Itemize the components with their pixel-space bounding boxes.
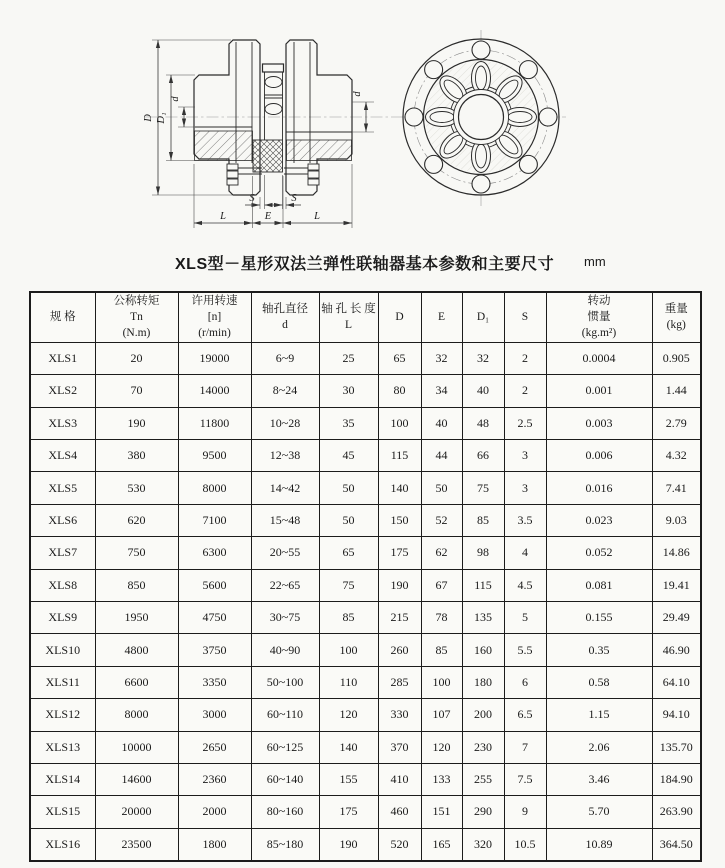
value-cell: 190: [319, 828, 378, 860]
value-cell: 165: [421, 828, 462, 860]
value-cell: 14~42: [251, 472, 319, 504]
value-cell: 380: [95, 439, 178, 471]
bolt-hole: [519, 61, 537, 79]
value-cell: 190: [95, 407, 178, 439]
value-cell: 70: [95, 375, 178, 407]
bolt-hole: [539, 108, 557, 126]
value-cell: 410: [378, 763, 421, 795]
table-body: [30, 342, 701, 860]
value-cell: 0.052: [546, 537, 652, 569]
column-header: D: [378, 292, 421, 342]
value-cell: 85: [421, 634, 462, 666]
value-cell: 0.0004: [546, 342, 652, 374]
column-header: D₁: [462, 292, 504, 342]
value-cell: 2360: [178, 763, 251, 795]
column-header: 轴 孔 长 度 L: [319, 292, 378, 342]
table-row: [30, 666, 701, 698]
value-cell: 0.155: [546, 601, 652, 633]
value-cell: 0.081: [546, 569, 652, 601]
dim-S: [245, 175, 301, 209]
value-cell: 285: [378, 666, 421, 698]
spec-cell: XLS6: [30, 504, 95, 536]
value-cell: 20~55: [251, 537, 319, 569]
value-cell: 60~110: [251, 699, 319, 731]
value-cell: 370: [378, 731, 421, 763]
right-bolt-detail: [284, 164, 319, 185]
value-cell: 2000: [178, 796, 251, 828]
front-view: [398, 30, 566, 206]
value-cell: 62: [421, 537, 462, 569]
value-cell: 1950: [95, 601, 178, 633]
value-cell: 20: [95, 342, 178, 374]
value-cell: 7100: [178, 504, 251, 536]
value-cell: 23500: [95, 828, 178, 860]
dim-d-right: [352, 91, 374, 132]
bolt-hole: [472, 41, 490, 59]
value-cell: 107: [421, 699, 462, 731]
value-cell: 10000: [95, 731, 178, 763]
value-cell: 520: [378, 828, 421, 860]
value-cell: 80~160: [251, 796, 319, 828]
table-row: [30, 828, 701, 860]
value-cell: 5600: [178, 569, 251, 601]
value-cell: 52: [421, 504, 462, 536]
value-cell: 215: [378, 601, 421, 633]
value-cell: 151: [421, 796, 462, 828]
value-cell: 184.90: [652, 763, 701, 795]
value-cell: 255: [462, 763, 504, 795]
value-cell: 11800: [178, 407, 251, 439]
value-cell: 330: [378, 699, 421, 731]
value-cell: 3.46: [546, 763, 652, 795]
right-hub-upper-outline: [286, 40, 352, 117]
value-cell: 140: [319, 731, 378, 763]
value-cell: 50~100: [251, 666, 319, 698]
value-cell: 40: [462, 375, 504, 407]
value-cell: 35: [319, 407, 378, 439]
value-cell: 60~140: [251, 763, 319, 795]
spec-cell: XLS13: [30, 731, 95, 763]
table-row: [30, 537, 701, 569]
value-cell: 0.001: [546, 375, 652, 407]
center-bore-circle: [459, 95, 504, 140]
bolt-hole: [425, 155, 443, 173]
value-cell: 8000: [95, 699, 178, 731]
value-cell: 140: [378, 472, 421, 504]
value-cell: 135.70: [652, 731, 701, 763]
value-cell: 0.023: [546, 504, 652, 536]
value-cell: 2.79: [652, 407, 701, 439]
value-cell: 150: [378, 504, 421, 536]
value-cell: 34: [421, 375, 462, 407]
value-cell: 67: [421, 569, 462, 601]
value-cell: 19.41: [652, 569, 701, 601]
value-cell: 44: [421, 439, 462, 471]
spec-cell: XLS9: [30, 601, 95, 633]
value-cell: 0.58: [546, 666, 652, 698]
left-hub-upper-outline: [194, 40, 260, 117]
dim-LEL: [194, 164, 352, 228]
column-header: 重量 (kg): [652, 292, 701, 342]
value-cell: 10.5: [504, 828, 546, 860]
spec-cell: XLS5: [30, 472, 95, 504]
value-cell: 15~48: [251, 504, 319, 536]
value-cell: 4: [504, 537, 546, 569]
value-cell: 60~125: [251, 731, 319, 763]
bolt-hole: [472, 175, 490, 193]
header-row: [30, 292, 701, 342]
spec-cell: XLS7: [30, 537, 95, 569]
value-cell: 6~9: [251, 342, 319, 374]
table-row: [30, 439, 701, 471]
value-cell: 98: [462, 537, 504, 569]
value-cell: 175: [378, 537, 421, 569]
value-cell: 2650: [178, 731, 251, 763]
left-flange-hatch: [195, 131, 253, 161]
value-cell: 4750: [178, 601, 251, 633]
value-cell: 9500: [178, 439, 251, 471]
value-cell: 40~90: [251, 634, 319, 666]
value-cell: 0.006: [546, 439, 652, 471]
table-row: [30, 569, 701, 601]
value-cell: 3.5: [504, 504, 546, 536]
value-cell: 115: [378, 439, 421, 471]
value-cell: 7.41: [652, 472, 701, 504]
spec-cell: XLS3: [30, 407, 95, 439]
column-header: 转动 惯量 (kg.m²): [546, 292, 652, 342]
petal-section-lower: [265, 104, 282, 115]
value-cell: 10~28: [251, 407, 319, 439]
page-title: XLS型－星形双法兰弹性联轴器基本参数和主要尺寸: [175, 256, 555, 273]
value-cell: 40: [421, 407, 462, 439]
value-cell: 120: [421, 731, 462, 763]
table-row: [30, 699, 701, 731]
table-row: [30, 731, 701, 763]
dim-label-L-left: L: [220, 211, 226, 222]
value-cell: 100: [421, 666, 462, 698]
dim-label-D: D: [143, 114, 154, 122]
value-cell: 8~24: [251, 375, 319, 407]
spec-cell: XLS12: [30, 699, 95, 731]
value-cell: 14000: [178, 375, 251, 407]
column-header: 轴孔直径 d: [251, 292, 319, 342]
value-cell: 290: [462, 796, 504, 828]
value-cell: 110: [319, 666, 378, 698]
value-cell: 0.905: [652, 342, 701, 374]
value-cell: 78: [421, 601, 462, 633]
value-cell: 50: [319, 504, 378, 536]
value-cell: 48: [462, 407, 504, 439]
dim-label-d-left: d: [170, 96, 181, 102]
dim-D1: [156, 75, 199, 161]
value-cell: 3: [504, 439, 546, 471]
value-cell: 9: [504, 796, 546, 828]
spec-cell: XLS15: [30, 796, 95, 828]
value-cell: 20000: [95, 796, 178, 828]
value-cell: 3000: [178, 699, 251, 731]
element-hub-crosshatch: [253, 140, 283, 172]
value-cell: 85: [462, 504, 504, 536]
value-cell: 530: [95, 472, 178, 504]
value-cell: 620: [95, 504, 178, 536]
value-cell: 100: [378, 407, 421, 439]
value-cell: 2: [504, 375, 546, 407]
value-cell: 14.86: [652, 537, 701, 569]
value-cell: 7.5: [504, 763, 546, 795]
value-cell: 260: [378, 634, 421, 666]
value-cell: 66: [462, 439, 504, 471]
value-cell: 46.90: [652, 634, 701, 666]
value-cell: 263.90: [652, 796, 701, 828]
spec-cell: XLS4: [30, 439, 95, 471]
value-cell: 5: [504, 601, 546, 633]
value-cell: 135: [462, 601, 504, 633]
value-cell: 120: [319, 699, 378, 731]
spec-cell: XLS16: [30, 828, 95, 860]
table-row: [30, 342, 701, 374]
value-cell: 3750: [178, 634, 251, 666]
value-cell: 155: [319, 763, 378, 795]
table-row: [30, 407, 701, 439]
dim-label-E: E: [264, 211, 272, 222]
value-cell: 85~180: [251, 828, 319, 860]
table-row: [30, 634, 701, 666]
value-cell: 25: [319, 342, 378, 374]
spec-cell: XLS14: [30, 763, 95, 795]
value-cell: 180: [462, 666, 504, 698]
table-row: [30, 375, 701, 407]
value-cell: 1800: [178, 828, 251, 860]
value-cell: 2: [504, 342, 546, 374]
spec-cell: XLS10: [30, 634, 95, 666]
coupling-technical-drawing: [0, 0, 725, 246]
value-cell: 0.35: [546, 634, 652, 666]
value-cell: 32: [421, 342, 462, 374]
value-cell: 175: [319, 796, 378, 828]
value-cell: 4800: [95, 634, 178, 666]
spec-cell: XLS8: [30, 569, 95, 601]
value-cell: 4.32: [652, 439, 701, 471]
table-header: [30, 292, 701, 342]
value-cell: 64.10: [652, 666, 701, 698]
table-row: [30, 504, 701, 536]
value-cell: 2.06: [546, 731, 652, 763]
value-cell: 80: [378, 375, 421, 407]
parameter-table: [29, 291, 702, 862]
dim-label-L-right: L: [314, 211, 320, 222]
value-cell: 65: [378, 342, 421, 374]
value-cell: 30~75: [251, 601, 319, 633]
dim-label-S-left: S: [249, 193, 255, 204]
value-cell: 2.5: [504, 407, 546, 439]
value-cell: 364.50: [652, 828, 701, 860]
spec-cell: XLS2: [30, 375, 95, 407]
value-cell: 6.5: [504, 699, 546, 731]
value-cell: 4.5: [504, 569, 546, 601]
value-cell: 14600: [95, 763, 178, 795]
petal-section-upper: [265, 77, 282, 88]
value-cell: 50: [421, 472, 462, 504]
value-cell: 1.44: [652, 375, 701, 407]
value-cell: 5.70: [546, 796, 652, 828]
dim-label-D1: D₁: [156, 112, 167, 124]
elastic-element-section: [253, 64, 284, 172]
value-cell: 200: [462, 699, 504, 731]
right-flange-hatch: [287, 140, 352, 161]
value-cell: 6600: [95, 666, 178, 698]
dim-label-S-right: S: [291, 193, 297, 204]
value-cell: 75: [319, 569, 378, 601]
value-cell: 6: [504, 666, 546, 698]
value-cell: 3350: [178, 666, 251, 698]
value-cell: 75: [462, 472, 504, 504]
value-cell: 190: [378, 569, 421, 601]
value-cell: 30: [319, 375, 378, 407]
dim-d-left: [170, 96, 195, 127]
spec-cell: XLS1: [30, 342, 95, 374]
value-cell: 1.15: [546, 699, 652, 731]
value-cell: 8000: [178, 472, 251, 504]
column-header: 许用转速 [n] (r/min): [178, 292, 251, 342]
value-cell: 12~38: [251, 439, 319, 471]
value-cell: 115: [462, 569, 504, 601]
value-cell: 230: [462, 731, 504, 763]
column-header: E: [421, 292, 462, 342]
value-cell: 460: [378, 796, 421, 828]
value-cell: 29.49: [652, 601, 701, 633]
value-cell: 0.003: [546, 407, 652, 439]
table-row: [30, 796, 701, 828]
value-cell: 160: [462, 634, 504, 666]
column-header: 公称转矩 Tn (N.m): [95, 292, 178, 342]
value-cell: 100: [319, 634, 378, 666]
unit-label: mm: [584, 254, 606, 269]
value-cell: 94.10: [652, 699, 701, 731]
column-header: S: [504, 292, 546, 342]
value-cell: 3: [504, 472, 546, 504]
value-cell: 750: [95, 537, 178, 569]
bolt-hole: [519, 155, 537, 173]
value-cell: 6300: [178, 537, 251, 569]
value-cell: 9.03: [652, 504, 701, 536]
table-row: [30, 601, 701, 633]
bolt-hole: [405, 108, 423, 126]
value-cell: 10.89: [546, 828, 652, 860]
value-cell: 32: [462, 342, 504, 374]
value-cell: 850: [95, 569, 178, 601]
value-cell: 22~65: [251, 569, 319, 601]
bolt-hole: [425, 61, 443, 79]
value-cell: 5.5: [504, 634, 546, 666]
spec-cell: XLS11: [30, 666, 95, 698]
value-cell: 0.016: [546, 472, 652, 504]
value-cell: 85: [319, 601, 378, 633]
dim-label-d-right: d: [352, 91, 363, 97]
value-cell: 133: [421, 763, 462, 795]
value-cell: 7: [504, 731, 546, 763]
value-cell: 19000: [178, 342, 251, 374]
section-view: [143, 40, 398, 228]
table-row: [30, 763, 701, 795]
value-cell: 45: [319, 439, 378, 471]
table-row: [30, 472, 701, 504]
column-header: 规 格: [30, 292, 95, 342]
value-cell: 50: [319, 472, 378, 504]
value-cell: 65: [319, 537, 378, 569]
value-cell: 320: [462, 828, 504, 860]
